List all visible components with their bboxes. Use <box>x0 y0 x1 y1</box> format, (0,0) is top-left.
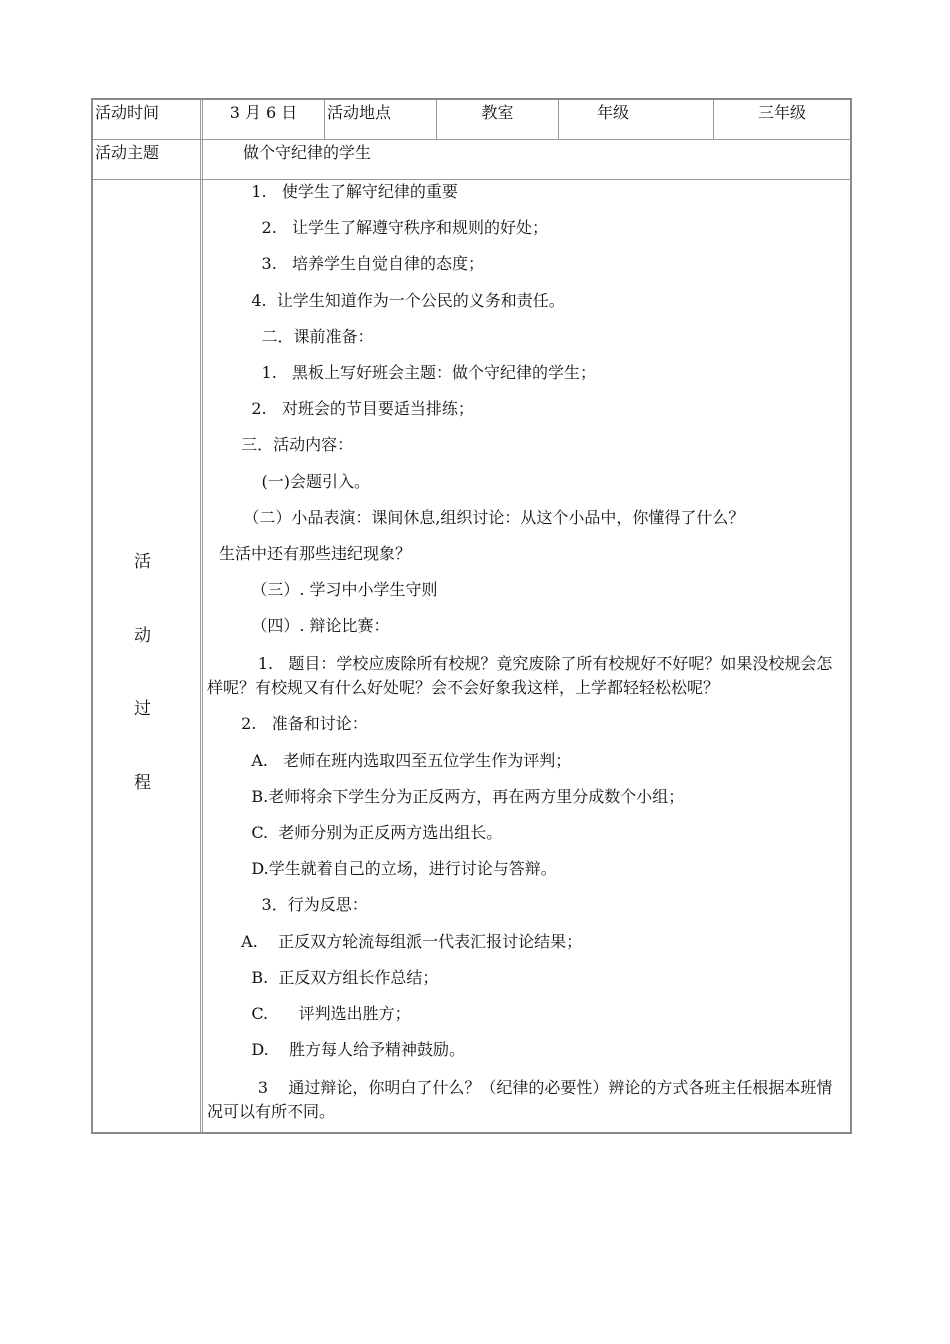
header-row <box>93 100 850 140</box>
time-label: 活动时间 <box>93 100 203 139</box>
process-label-char: 动 <box>134 626 151 646</box>
content-line: （二）小品表演：课间休息,组织讨论：从这个小品中，你懂得了什么？ <box>223 507 745 527</box>
content-line: 2. 对班会的节目要适当排练； <box>231 399 474 419</box>
content-line: C. 老师分别为正反两方选出组长。 <box>231 823 503 842</box>
location-value: 教室 <box>437 100 559 139</box>
grade-label: 年级 <box>559 100 714 139</box>
content-line: 3. 培养学生自觉自律的态度； <box>231 254 485 274</box>
content-line: A. 正反双方轮流每组派一代表汇报讨论结果； <box>231 931 583 951</box>
content-line: （四）. 辩论比赛： <box>231 616 390 636</box>
content-line: （三）. 学习中小学生守则 <box>231 580 438 600</box>
content-line: 3．行为反思： <box>231 895 368 915</box>
content-line: B.老师将余下学生分为正反两方，再在两方里分成数个小组； <box>231 786 685 806</box>
content-line: 1. 使学生了解守纪律的重要 <box>231 182 458 201</box>
process-label <box>93 180 203 1132</box>
date-value: 3 月 6 日 <box>203 100 325 139</box>
location-label: 活动地点 <box>325 100 437 139</box>
content-line: 三．活动内容： <box>231 435 354 455</box>
content-line: 4. 让学生知道作为一个公民的义务和责任。 <box>231 290 565 310</box>
process-label-char: 过 <box>134 699 151 719</box>
content-line: 1. 黑板上写好班会主题：做个守纪律的学生； <box>231 362 597 382</box>
content-line: 2. 准备和讨论： <box>231 714 368 734</box>
content-line: (一)会题引入。 <box>231 471 371 491</box>
content-line: D.学生就着自己的立场，进行讨论与答辩。 <box>231 859 557 879</box>
content-line: 二．课前准备： <box>231 326 374 346</box>
activity-table <box>91 98 852 1134</box>
process-row <box>93 180 850 1132</box>
theme-label: 活动主题 <box>93 140 203 179</box>
process-label-char: 活 <box>134 552 151 572</box>
content-line: A. 老师在班内选取四至五位学生作为评判； <box>231 750 572 770</box>
content-line: C. 评判选出胜方； <box>231 1003 411 1023</box>
content-line: 2. 让学生了解遵守秩序和规则的好处； <box>231 218 549 238</box>
content-line: 3 通过辩论，你明白了什么？（纪律的必要性）辨论的方式各班主任根据本班情况可以有所不同。 <box>207 1078 833 1122</box>
content-line: D. 胜方每人给予精神鼓励。 <box>231 1040 466 1060</box>
content-line: 1. 题目：学校应废除所有校规？竟究废除了所有校规好不好呢？如果没校规会怎样呢？有校规又有什么好处呢？会不会好象我这样，上学都轻轻松松呢？ <box>207 654 833 698</box>
process-content <box>203 180 850 1132</box>
content-line: 生活中还有那些违纪现象？ <box>219 543 412 563</box>
process-label-char: 程 <box>134 773 151 793</box>
theme-value: 做个守纪律的学生 <box>243 143 372 162</box>
theme-row <box>93 140 850 180</box>
grade-value: 三年级 <box>757 103 806 122</box>
content-line: B. 正反双方组长作总结； <box>231 967 439 987</box>
